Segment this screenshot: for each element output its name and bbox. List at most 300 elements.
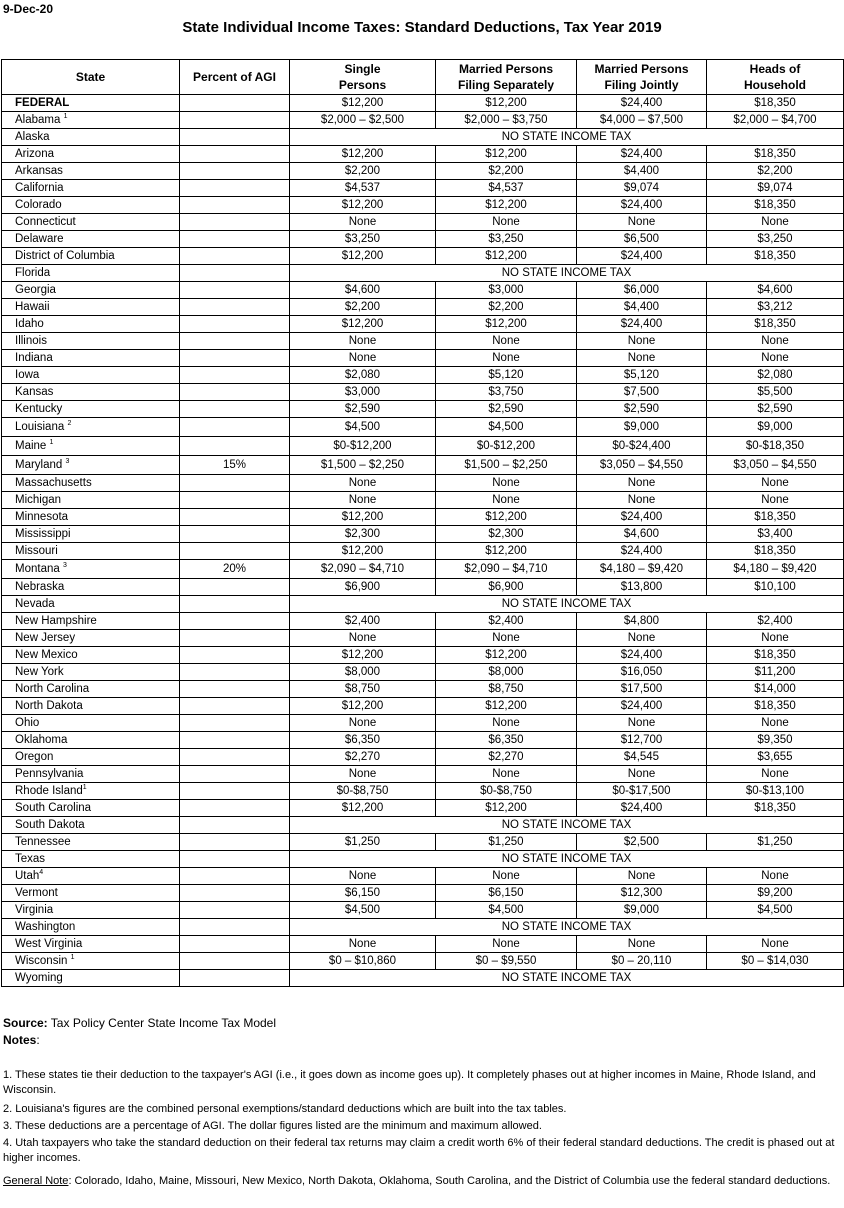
married-jointly-cell: $13,800	[577, 579, 707, 596]
state-name: Colorado	[15, 198, 62, 211]
percent-of-agi-cell	[180, 95, 290, 112]
married-jointly-cell: None	[577, 333, 707, 350]
state-name: Indiana	[15, 351, 53, 364]
married-jointly-cell: None	[577, 214, 707, 231]
married-jointly-cell: $17,500	[577, 681, 707, 698]
table-row	[2, 282, 844, 299]
state-name: Washington	[15, 920, 76, 933]
percent-of-agi-cell	[180, 180, 290, 197]
state-cell	[2, 681, 180, 698]
married-jointly-cell: $24,400	[577, 248, 707, 265]
married-separately-cell: $2,090 – $4,710	[436, 560, 577, 579]
state-cell	[2, 163, 180, 180]
married-separately-cell: $4,537	[436, 180, 577, 197]
table-row	[2, 732, 844, 749]
single-persons-cell: None	[290, 492, 436, 509]
percent-of-agi-cell	[180, 231, 290, 248]
married-separately-cell: $2,000 – $3,750	[436, 112, 577, 129]
percent-of-agi-cell	[180, 800, 290, 817]
heads-of-household-cell: $2,080	[707, 367, 844, 384]
state-name: Florida	[15, 266, 51, 279]
table-body	[2, 95, 844, 987]
state-name: New Jersey	[15, 631, 76, 644]
table-row	[2, 418, 844, 437]
state-name: Nevada	[15, 597, 55, 610]
table-row	[2, 834, 844, 851]
married-separately-cell: $4,500	[436, 902, 577, 919]
single-persons-cell: $12,200	[290, 95, 436, 112]
footnote-marker: 3	[65, 458, 70, 466]
footnote-marker: 1	[49, 439, 54, 447]
state-cell	[2, 766, 180, 783]
table-row	[2, 800, 844, 817]
state-name: Rhode Island	[15, 784, 83, 797]
state-name: Kentucky	[15, 402, 63, 415]
married-jointly-cell: $12,700	[577, 732, 707, 749]
state-cell	[2, 885, 180, 902]
heads-of-household-cell: $3,250	[707, 231, 844, 248]
married-separately-cell: None	[436, 492, 577, 509]
percent-of-agi-cell	[180, 492, 290, 509]
married-jointly-cell: $4,545	[577, 749, 707, 766]
percent-of-agi-cell	[180, 350, 290, 367]
heads-of-household-cell: $4,500	[707, 902, 844, 919]
married-jointly-cell: $24,400	[577, 146, 707, 163]
married-jointly-cell: None	[577, 350, 707, 367]
header-hoh-line2: Household	[744, 78, 806, 92]
state-cell	[2, 868, 180, 885]
state-name: Oregon	[15, 750, 54, 763]
state-name: Hawaii	[15, 300, 50, 313]
standard-deductions-table	[1, 59, 844, 987]
state-cell	[2, 800, 180, 817]
table-row	[2, 630, 844, 647]
single-persons-cell: None	[290, 766, 436, 783]
table-row	[2, 851, 844, 868]
heads-of-household-cell: $14,000	[707, 681, 844, 698]
percent-of-agi-cell	[180, 851, 290, 868]
table-row	[2, 163, 844, 180]
state-name: California	[15, 181, 64, 194]
state-cell	[2, 197, 180, 214]
header-mfs-line2: Filing Separately	[457, 78, 555, 92]
state-cell	[2, 146, 180, 163]
state-name: District of Columbia	[15, 249, 115, 262]
table-row	[2, 231, 844, 248]
state-name: New York	[15, 665, 64, 678]
table-row	[2, 885, 844, 902]
footnote-4: 4. Utah taxpayers who take the standard deduction on their federal tax returns may claim a credit worth 6% of their federal standard deductions. The credit is phased out at higher incomes.	[3, 1137, 835, 1164]
married-separately-cell: $1,250	[436, 834, 577, 851]
state-cell	[2, 95, 180, 112]
table-row	[2, 197, 844, 214]
heads-of-household-cell: $10,100	[707, 579, 844, 596]
heads-of-household-cell: $18,350	[707, 95, 844, 112]
single-persons-cell: $12,200	[290, 248, 436, 265]
table-row	[2, 970, 844, 987]
state-name: Nebraska	[15, 580, 65, 593]
state-cell	[2, 180, 180, 197]
married-separately-cell: $1,500 – $2,250	[436, 456, 577, 475]
single-persons-cell: None	[290, 475, 436, 492]
single-persons-cell: None	[290, 715, 436, 732]
state-name: Iowa	[15, 368, 40, 381]
table-row	[2, 492, 844, 509]
married-jointly-cell: None	[577, 492, 707, 509]
single-persons-cell: $2,400	[290, 613, 436, 630]
married-jointly-cell: $0 – 20,110	[577, 953, 707, 970]
percent-of-agi-cell	[180, 715, 290, 732]
married-jointly-cell: $6,000	[577, 282, 707, 299]
married-separately-cell: $12,200	[436, 146, 577, 163]
single-persons-cell: $8,000	[290, 664, 436, 681]
heads-of-household-cell: $2,590	[707, 401, 844, 418]
single-persons-cell: $1,500 – $2,250	[290, 456, 436, 475]
single-persons-cell: $12,200	[290, 800, 436, 817]
single-persons-cell: $2,300	[290, 526, 436, 543]
table-row	[2, 715, 844, 732]
single-persons-cell: None	[290, 333, 436, 350]
table-row	[2, 902, 844, 919]
state-cell	[2, 475, 180, 492]
married-jointly-cell: None	[577, 715, 707, 732]
state-name: Missouri	[15, 544, 58, 557]
heads-of-household-cell: $3,400	[707, 526, 844, 543]
state-cell	[2, 401, 180, 418]
header-married-filing-separately	[436, 60, 577, 95]
married-jointly-cell: $7,500	[577, 384, 707, 401]
married-separately-cell: $12,200	[436, 95, 577, 112]
percent-of-agi-cell	[180, 953, 290, 970]
single-persons-cell: $0 – $10,860	[290, 953, 436, 970]
married-separately-cell: None	[436, 766, 577, 783]
table-row	[2, 579, 844, 596]
heads-of-household-cell: None	[707, 333, 844, 350]
married-separately-cell: $12,200	[436, 698, 577, 715]
percent-of-agi-cell	[180, 596, 290, 613]
state-cell	[2, 953, 180, 970]
married-jointly-cell: $24,400	[577, 647, 707, 664]
table-row	[2, 265, 844, 282]
state-cell	[2, 384, 180, 401]
percent-of-agi-cell	[180, 579, 290, 596]
state-name: Maine	[15, 440, 47, 452]
heads-of-household-cell: $18,350	[707, 543, 844, 560]
table-row	[2, 526, 844, 543]
percent-of-agi-cell	[180, 112, 290, 129]
table-row	[2, 509, 844, 526]
percent-of-agi-cell	[180, 214, 290, 231]
state-cell	[2, 970, 180, 987]
table-row	[2, 936, 844, 953]
married-jointly-cell: None	[577, 475, 707, 492]
no-state-income-tax-cell: NO STATE INCOME TAX	[290, 851, 844, 868]
single-persons-cell: $12,200	[290, 316, 436, 333]
married-separately-cell: $2,300	[436, 526, 577, 543]
state-name: Maryland	[15, 459, 63, 471]
state-cell	[2, 299, 180, 316]
percent-of-agi-cell: 20%	[180, 560, 290, 579]
single-persons-cell: $8,750	[290, 681, 436, 698]
married-separately-cell: $0-$8,750	[436, 783, 577, 800]
state-cell	[2, 265, 180, 282]
single-persons-cell: $12,200	[290, 509, 436, 526]
single-persons-cell: $12,200	[290, 698, 436, 715]
table-row	[2, 698, 844, 715]
state-name: Kansas	[15, 385, 54, 398]
percent-of-agi-cell	[180, 698, 290, 715]
heads-of-household-cell: $0 – $14,030	[707, 953, 844, 970]
table-row	[2, 401, 844, 418]
percent-of-agi-cell	[180, 936, 290, 953]
table-row	[2, 180, 844, 197]
married-separately-cell: None	[436, 350, 577, 367]
general-note-text: : Colorado, Idaho, Maine, Missouri, New Mexico, North Dakota, Oklahoma, South Carolina, and the District of Columbia use the federal standard deductions.	[68, 1175, 831, 1187]
percent-of-agi-cell	[180, 613, 290, 630]
footnote-marker: 1	[82, 783, 87, 791]
table-row	[2, 868, 844, 885]
married-jointly-cell: $24,400	[577, 543, 707, 560]
table-row	[2, 95, 844, 112]
heads-of-household-cell: None	[707, 214, 844, 231]
state-name: South Dakota	[15, 818, 85, 831]
heads-of-household-cell: $9,074	[707, 180, 844, 197]
footnote-marker: 3	[62, 562, 67, 570]
percent-of-agi-cell	[180, 418, 290, 437]
state-cell	[2, 456, 180, 475]
heads-of-household-cell: $9,350	[707, 732, 844, 749]
married-jointly-cell: $3,050 – $4,550	[577, 456, 707, 475]
state-name: Connecticut	[15, 215, 76, 228]
table-row	[2, 749, 844, 766]
percent-of-agi-cell	[180, 647, 290, 664]
heads-of-household-cell: $0-$13,100	[707, 783, 844, 800]
state-name: Wisconsin	[15, 954, 68, 967]
percent-of-agi-cell	[180, 543, 290, 560]
married-separately-cell: $0 – $9,550	[436, 953, 577, 970]
percent-of-agi-cell	[180, 248, 290, 265]
married-jointly-cell: $24,400	[577, 800, 707, 817]
state-cell	[2, 112, 180, 129]
percent-of-agi-cell: 15%	[180, 456, 290, 475]
heads-of-household-cell: $18,350	[707, 248, 844, 265]
state-name: Montana	[15, 563, 60, 575]
married-jointly-cell: $9,074	[577, 180, 707, 197]
single-persons-cell: $12,200	[290, 647, 436, 664]
married-separately-cell: $6,350	[436, 732, 577, 749]
no-state-income-tax-cell: NO STATE INCOME TAX	[290, 265, 844, 282]
percent-of-agi-cell	[180, 265, 290, 282]
married-jointly-cell: $24,400	[577, 95, 707, 112]
single-persons-cell: $2,080	[290, 367, 436, 384]
married-jointly-cell: $12,300	[577, 885, 707, 902]
percent-of-agi-cell	[180, 129, 290, 146]
notes-label: Notes	[3, 1033, 37, 1047]
table-row	[2, 333, 844, 350]
general-note	[3, 1174, 841, 1189]
header-state: State	[2, 60, 180, 95]
married-separately-cell: None	[436, 333, 577, 350]
state-cell	[2, 834, 180, 851]
footnote-1: 1. These states tie their deduction to the taxpayer's AGI (i.e., it goes down as income goes up). It completely phases out at higher incomes in Maine, Rhode Island, and Wisconsin.	[3, 1069, 816, 1096]
married-separately-cell: $0-$12,200	[436, 437, 577, 456]
state-name: Louisiana	[15, 421, 65, 433]
state-cell	[2, 749, 180, 766]
married-jointly-cell: $4,180 – $9,420	[577, 560, 707, 579]
table-row	[2, 475, 844, 492]
state-name: New Mexico	[15, 648, 78, 661]
single-persons-cell: None	[290, 936, 436, 953]
single-persons-cell: $2,590	[290, 401, 436, 418]
percent-of-agi-cell	[180, 163, 290, 180]
percent-of-agi-cell	[180, 316, 290, 333]
single-persons-cell: $12,200	[290, 146, 436, 163]
percent-of-agi-cell	[180, 333, 290, 350]
percent-of-agi-cell	[180, 526, 290, 543]
footnote-marker: 1	[70, 953, 75, 961]
source-line	[3, 1016, 841, 1031]
header-single-persons	[290, 60, 436, 95]
state-cell	[2, 526, 180, 543]
heads-of-household-cell: $18,350	[707, 698, 844, 715]
married-separately-cell: $2,200	[436, 163, 577, 180]
header-hoh-line1: Heads of	[749, 62, 801, 76]
single-persons-cell: $2,200	[290, 163, 436, 180]
state-name: Wyoming	[15, 971, 63, 984]
source-text: Tax Policy Center State Income Tax Model	[47, 1016, 277, 1030]
married-separately-cell: $8,750	[436, 681, 577, 698]
header-single-line2: Persons	[338, 78, 387, 92]
state-cell	[2, 851, 180, 868]
married-separately-cell: $3,750	[436, 384, 577, 401]
heads-of-household-cell: $4,180 – $9,420	[707, 560, 844, 579]
single-persons-cell: $3,000	[290, 384, 436, 401]
heads-of-household-cell: $18,350	[707, 509, 844, 526]
table-row	[2, 919, 844, 936]
state-cell	[2, 936, 180, 953]
heads-of-household-cell: None	[707, 630, 844, 647]
heads-of-household-cell: $1,250	[707, 834, 844, 851]
married-separately-cell: $2,400	[436, 613, 577, 630]
heads-of-household-cell: $2,000 – $4,700	[707, 112, 844, 129]
state-cell	[2, 698, 180, 715]
state-name: Virginia	[15, 903, 54, 916]
state-name: Alaska	[15, 130, 50, 143]
percent-of-agi-cell	[180, 681, 290, 698]
heads-of-household-cell: None	[707, 936, 844, 953]
heads-of-household-cell: $4,600	[707, 282, 844, 299]
state-cell	[2, 919, 180, 936]
table-row	[2, 367, 844, 384]
state-cell	[2, 231, 180, 248]
state-name: Vermont	[15, 886, 58, 899]
state-cell	[2, 783, 180, 800]
percent-of-agi-cell	[180, 766, 290, 783]
percent-of-agi-cell	[180, 783, 290, 800]
header-mfj-line2: Filing Jointly	[604, 78, 679, 92]
state-name: Minnesota	[15, 510, 69, 523]
percent-of-agi-cell	[180, 630, 290, 647]
married-separately-cell: $12,200	[436, 197, 577, 214]
heads-of-household-cell: None	[707, 492, 844, 509]
percent-of-agi-cell	[180, 732, 290, 749]
married-jointly-cell: $4,000 – $7,500	[577, 112, 707, 129]
percent-of-agi-cell	[180, 885, 290, 902]
heads-of-household-cell: $18,350	[707, 647, 844, 664]
header-heads-of-household	[707, 60, 844, 95]
single-persons-cell: $6,150	[290, 885, 436, 902]
percent-of-agi-cell	[180, 299, 290, 316]
state-name: FEDERAL	[15, 96, 70, 109]
married-jointly-cell: $2,500	[577, 834, 707, 851]
single-persons-cell: None	[290, 350, 436, 367]
percent-of-agi-cell	[180, 817, 290, 834]
state-cell	[2, 418, 180, 437]
state-cell	[2, 732, 180, 749]
married-separately-cell: $8,000	[436, 664, 577, 681]
percent-of-agi-cell	[180, 384, 290, 401]
table-row	[2, 766, 844, 783]
table-row	[2, 681, 844, 698]
single-persons-cell: $0-$8,750	[290, 783, 436, 800]
percent-of-agi-cell	[180, 919, 290, 936]
state-name: Mississippi	[15, 527, 71, 540]
single-persons-cell: $12,200	[290, 197, 436, 214]
state-name: West Virginia	[15, 937, 83, 950]
state-name: Georgia	[15, 283, 56, 296]
notes-colon: :	[36, 1033, 40, 1047]
married-jointly-cell: $4,800	[577, 613, 707, 630]
state-cell	[2, 579, 180, 596]
married-separately-cell: $12,200	[436, 800, 577, 817]
state-cell	[2, 715, 180, 732]
state-cell	[2, 664, 180, 681]
header-percent-of-agi: Percent of AGI	[180, 60, 290, 95]
heads-of-household-cell: $18,350	[707, 316, 844, 333]
percent-of-agi-cell	[180, 749, 290, 766]
married-jointly-cell: $0-$24,400	[577, 437, 707, 456]
married-jointly-cell: $24,400	[577, 698, 707, 715]
heads-of-household-cell: $2,200	[707, 163, 844, 180]
table-row	[2, 560, 844, 579]
heads-of-household-cell: None	[707, 766, 844, 783]
table-row	[2, 316, 844, 333]
table-row	[2, 596, 844, 613]
heads-of-household-cell: $3,212	[707, 299, 844, 316]
married-separately-cell: $3,000	[436, 282, 577, 299]
married-jointly-cell: None	[577, 766, 707, 783]
married-jointly-cell: $9,000	[577, 902, 707, 919]
married-jointly-cell: $24,400	[577, 316, 707, 333]
no-state-income-tax-cell: NO STATE INCOME TAX	[290, 129, 844, 146]
state-name: Massachusetts	[15, 476, 92, 489]
state-name: Arkansas	[15, 164, 63, 177]
single-persons-cell: $4,600	[290, 282, 436, 299]
married-jointly-cell: $9,000	[577, 418, 707, 437]
married-jointly-cell: $2,590	[577, 401, 707, 418]
percent-of-agi-cell	[180, 834, 290, 851]
single-persons-cell: $0-$12,200	[290, 437, 436, 456]
heads-of-household-cell: $3,050 – $4,550	[707, 456, 844, 475]
table-row	[2, 214, 844, 231]
married-separately-cell: None	[436, 868, 577, 885]
state-name: Alabama	[15, 113, 61, 126]
footnote-marker: 1	[63, 112, 68, 120]
general-note-label: General Note	[3, 1175, 69, 1187]
state-cell	[2, 333, 180, 350]
state-cell	[2, 367, 180, 384]
table-row	[2, 664, 844, 681]
